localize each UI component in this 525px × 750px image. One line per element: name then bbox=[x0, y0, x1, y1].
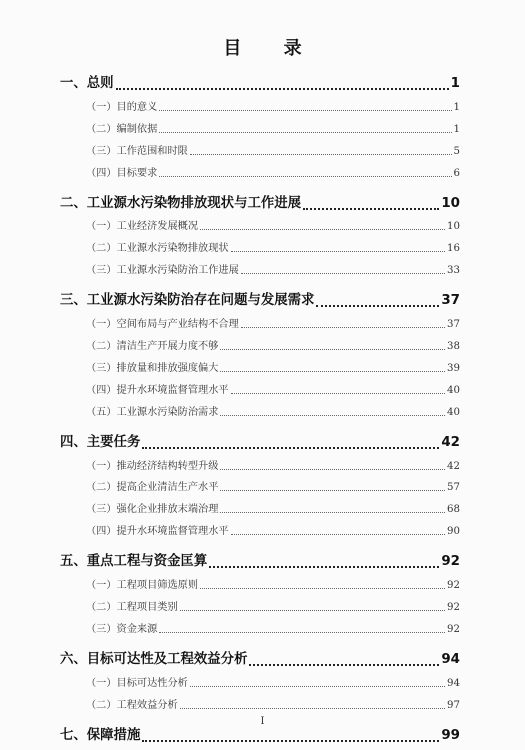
toc-chapter-page-number: 99 bbox=[441, 727, 460, 743]
toc-section-page-number: 68 bbox=[447, 504, 460, 516]
toc-section-entry bbox=[60, 379, 460, 401]
toc-section-label: （三）强化企业排放末端治理 bbox=[86, 504, 219, 516]
toc-section-label: （一）推动经济结构转型升级 bbox=[86, 460, 219, 472]
toc-section-entry bbox=[60, 401, 460, 423]
toc-section-entry bbox=[60, 520, 460, 542]
toc-chapter-page-number: 10 bbox=[441, 195, 460, 211]
toc-section-page-number: 39 bbox=[447, 362, 460, 374]
toc-dot-leader bbox=[190, 153, 452, 155]
toc-section-page-number: 90 bbox=[447, 526, 460, 538]
toc-dot-leader bbox=[316, 304, 439, 307]
toc-section-entry bbox=[60, 140, 460, 162]
toc-chapter-label: 四、主要任务 bbox=[60, 434, 141, 450]
toc-section-entry bbox=[60, 672, 460, 694]
toc-section-page-number: 42 bbox=[447, 460, 460, 472]
toc-chapter-entry bbox=[60, 192, 460, 216]
toc-chapter-entry bbox=[60, 550, 460, 574]
toc-dot-leader bbox=[142, 446, 439, 449]
toc-section-entry bbox=[60, 162, 460, 184]
toc-section-label: （三）资金来源 bbox=[86, 623, 158, 635]
toc-dot-leader bbox=[231, 250, 445, 252]
toc-section-page-number: 97 bbox=[447, 699, 460, 711]
toc-section-entry bbox=[60, 574, 460, 596]
toc-section-page-number: 10 bbox=[447, 221, 460, 233]
toc-section-label: （二）提高企业清洁生产水平 bbox=[86, 482, 219, 494]
toc-chapter-page-number: 37 bbox=[441, 293, 460, 309]
toc-section-entry bbox=[60, 477, 460, 499]
toc-section-entry bbox=[60, 335, 460, 357]
toc-chapter-label: 七、保障措施 bbox=[60, 727, 141, 743]
toc-section-page-number: 16 bbox=[447, 243, 460, 255]
toc-section-page-number: 40 bbox=[447, 384, 460, 396]
toc-section-label: （二）工业源水污染物排放现状 bbox=[86, 243, 229, 255]
toc-section-entry bbox=[60, 498, 460, 520]
toc-section-label: （五）工业源水污染防治需求 bbox=[86, 406, 219, 418]
table-of-contents bbox=[60, 66, 460, 748]
toc-section-entry bbox=[60, 455, 460, 477]
toc-dot-leader bbox=[180, 707, 445, 709]
toc-section-page-number: 5 bbox=[453, 145, 460, 157]
toc-section-label: （四）提升水环境监督管理水平 bbox=[86, 384, 229, 396]
toc-section-page-number: 92 bbox=[447, 623, 460, 635]
toc-section-page-number: 37 bbox=[447, 319, 460, 331]
toc-section-page-number: 33 bbox=[447, 265, 460, 277]
toc-section-page-number: 92 bbox=[447, 580, 460, 592]
toc-section-entry bbox=[60, 596, 460, 618]
toc-dot-leader bbox=[231, 392, 445, 394]
toc-section-entry bbox=[60, 216, 460, 238]
toc-chapter-page-number: 94 bbox=[441, 651, 460, 667]
toc-chapter-entry bbox=[60, 724, 460, 748]
toc-chapter-page-number: 42 bbox=[441, 434, 460, 450]
toc-section-entry bbox=[60, 694, 460, 716]
toc-dot-leader bbox=[159, 109, 451, 111]
toc-section-page-number: 38 bbox=[447, 341, 460, 353]
toc-chapter-entry bbox=[60, 431, 460, 455]
toc-section-entry bbox=[60, 313, 460, 335]
toc-chapter-entry bbox=[60, 72, 460, 96]
toc-section-entry bbox=[60, 618, 460, 640]
toc-dot-leader bbox=[220, 511, 445, 513]
toc-section-label: （一）工程项目筛选原则 bbox=[86, 580, 199, 592]
toc-chapter-page-number: 92 bbox=[441, 554, 460, 570]
toc-chapter-label: 三、工业源水污染防治存在问题与发展需求 bbox=[60, 293, 315, 309]
toc-dot-leader bbox=[241, 326, 445, 328]
toc-dot-leader bbox=[231, 533, 445, 535]
toc-dot-leader bbox=[190, 685, 445, 687]
toc-dot-leader bbox=[200, 587, 445, 589]
toc-section-page-number: 92 bbox=[447, 602, 460, 614]
toc-section-page-number: 94 bbox=[447, 677, 460, 689]
toc-section-page-number: 57 bbox=[447, 482, 460, 494]
page-title: 目 录 bbox=[223, 38, 320, 59]
page-footer-number: I bbox=[260, 716, 265, 727]
toc-chapter-label: 二、工业源水污染物排放现状与工作进展 bbox=[60, 195, 302, 211]
toc-chapter-label: 五、重点工程与资金匡算 bbox=[60, 554, 208, 570]
toc-chapter-label: 一、总则 bbox=[60, 76, 114, 91]
toc-section-label: （二）工程项目类别 bbox=[86, 602, 178, 614]
toc-section-label: （四）提升水环境监督管理水平 bbox=[86, 526, 229, 538]
toc-dot-leader bbox=[220, 489, 445, 491]
toc-section-label: （三）工业源水污染防治工作进展 bbox=[86, 265, 239, 277]
toc-dot-leader bbox=[200, 228, 445, 230]
toc-dot-leader bbox=[220, 414, 445, 416]
toc-section-label: （三）排放量和排放强度偏大 bbox=[86, 362, 219, 374]
toc-dot-leader bbox=[159, 131, 451, 133]
toc-chapter-page-number: 1 bbox=[450, 76, 460, 91]
toc-dot-leader bbox=[142, 739, 439, 742]
toc-section-label: （二）工程效益分析 bbox=[86, 699, 178, 711]
toc-section-entry bbox=[60, 357, 460, 379]
toc-section-entry bbox=[60, 96, 460, 118]
toc-section-entry bbox=[60, 259, 460, 281]
toc-dot-leader bbox=[220, 468, 445, 470]
toc-dot-leader bbox=[249, 663, 439, 666]
toc-section-label: （三）工作范围和时限 bbox=[86, 145, 188, 157]
toc-section-label: （二）清洁生产开展力度不够 bbox=[86, 341, 219, 353]
toc-dot-leader bbox=[180, 609, 445, 611]
toc-chapter-entry bbox=[60, 289, 460, 313]
toc-section-page-number: 40 bbox=[447, 406, 460, 418]
toc-dot-leader bbox=[159, 175, 451, 177]
toc-chapter-label: 六、目标可达性及工程效益分析 bbox=[60, 651, 248, 667]
toc-dot-leader bbox=[241, 272, 445, 274]
toc-dot-leader bbox=[159, 631, 445, 633]
toc-section-label: （一）工业经济发展概况 bbox=[86, 221, 199, 233]
toc-section-page-number: 1 bbox=[453, 123, 460, 135]
toc-dot-leader bbox=[220, 370, 445, 372]
toc-section-label: （一）空间布局与产业结构不合理 bbox=[86, 319, 239, 331]
toc-dot-leader bbox=[303, 207, 439, 210]
toc-section-label: （一）目的意义 bbox=[86, 101, 158, 113]
toc-section-page-number: 6 bbox=[453, 167, 460, 179]
toc-section-label: （二）编制依据 bbox=[86, 123, 158, 135]
toc-section-label: （四）目标要求 bbox=[86, 167, 158, 179]
toc-dot-leader bbox=[209, 565, 439, 568]
toc-section-entry bbox=[60, 118, 460, 140]
toc-section-entry bbox=[60, 237, 460, 259]
toc-section-label: （一）目标可达性分析 bbox=[86, 677, 188, 689]
toc-dot-leader bbox=[116, 87, 449, 90]
toc-dot-leader bbox=[220, 348, 445, 350]
toc-chapter-entry bbox=[60, 648, 460, 672]
toc-section-page-number: 1 bbox=[453, 101, 460, 113]
